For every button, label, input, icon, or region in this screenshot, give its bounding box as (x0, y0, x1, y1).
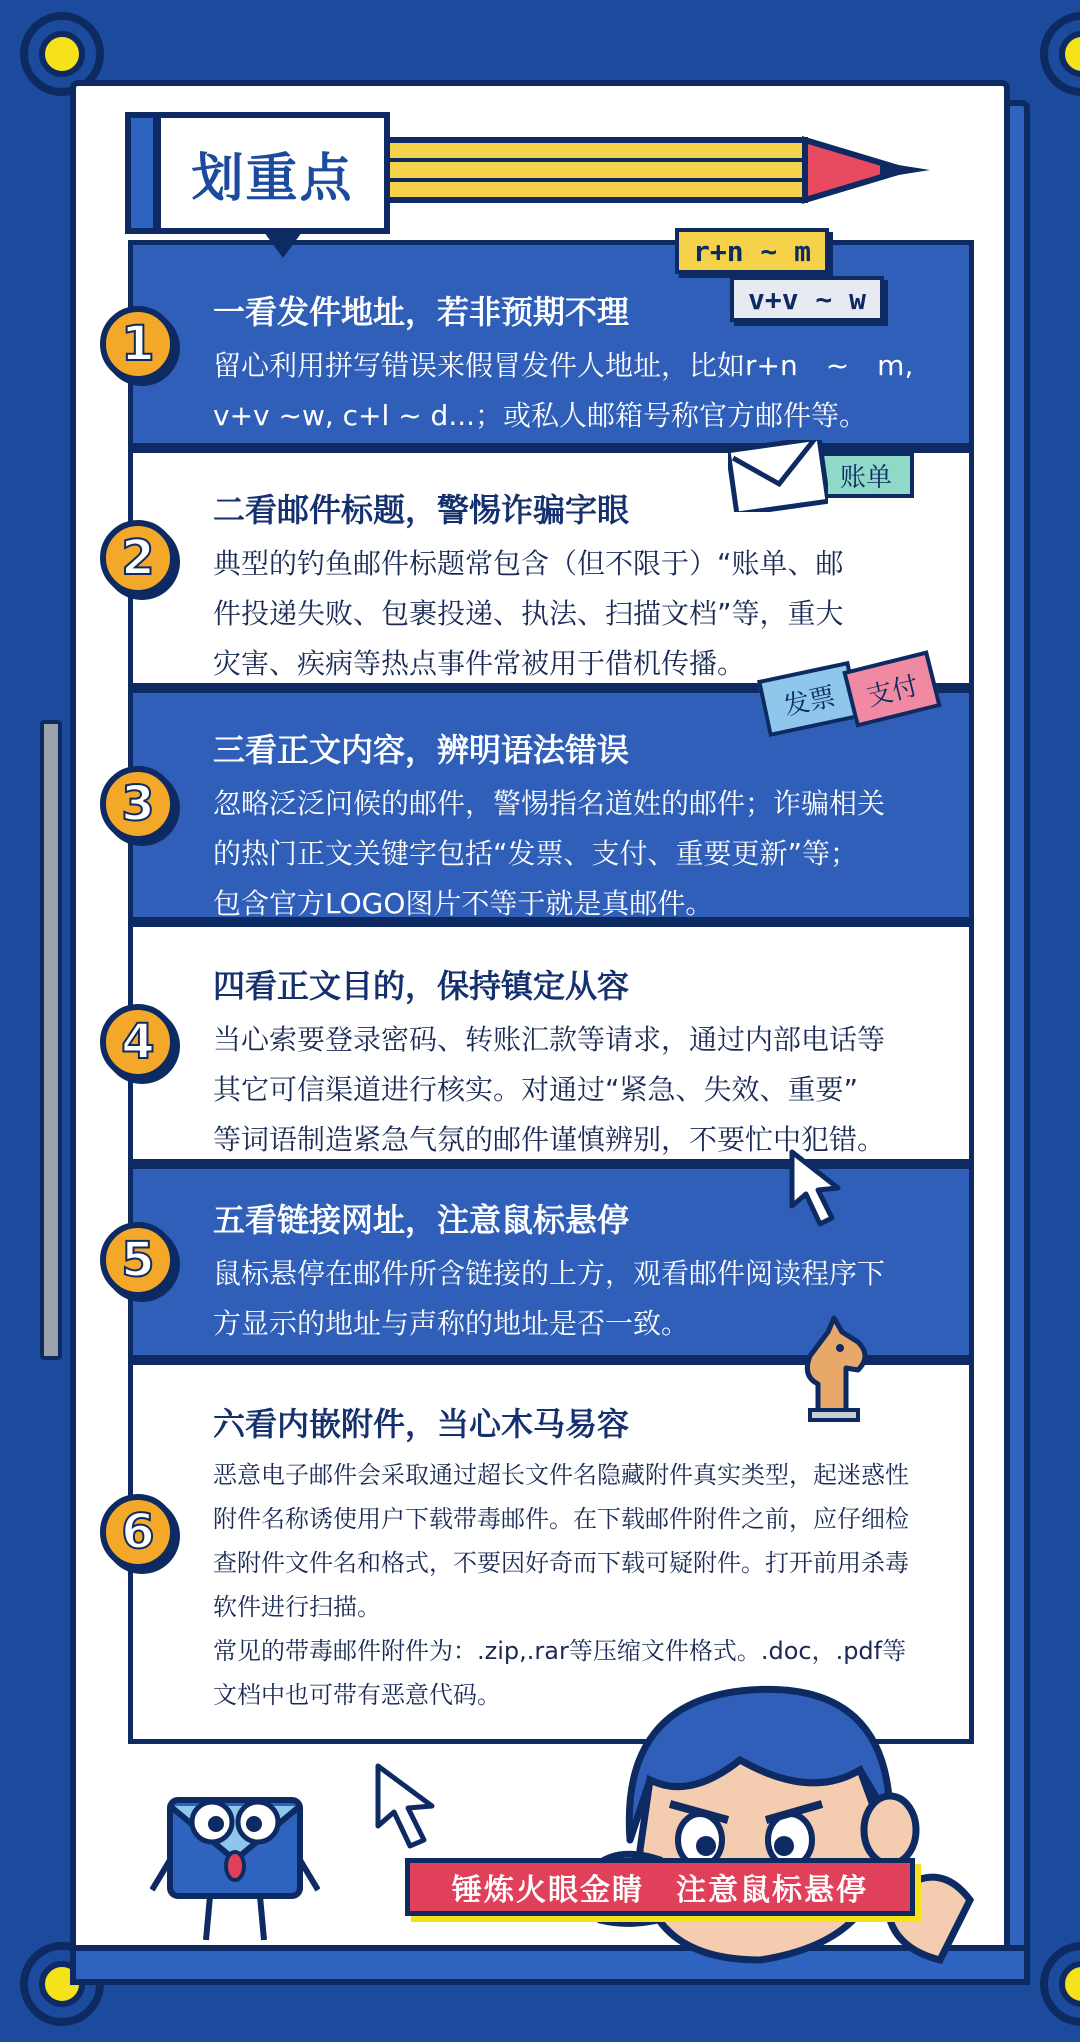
section-2-line-1: 典型的钓鱼邮件标题常包含（但不限于）“账单、邮 (213, 547, 844, 580)
section-4-line-1: 当心索要登录密码、转账汇款等请求，通过内部电话等 (213, 1023, 886, 1056)
trojan-horse-icon (788, 1312, 884, 1424)
section-6-line-1: 恶意电子邮件会采取通过超长文件名隐藏附件真实类型，起迷惑性 (213, 1461, 909, 1489)
section-3-number: 3 (100, 766, 176, 842)
section-6-line-2: 附件名称诱使用户下载带毒邮件。在下载邮件附件之前，应仔细检 (213, 1505, 909, 1533)
title-tag (155, 112, 390, 234)
payment-sticker: 支付 (842, 650, 941, 728)
section-3-line-3: 包含官方LOGO图片不等于就是真邮件。 (213, 887, 714, 920)
section-6-line-6: 文档中也可带有恶意代码。 (213, 1681, 501, 1709)
pencil-icon (385, 132, 945, 212)
bill-sticker: 账单 (818, 452, 914, 498)
formula-tag-rn: r+n ~ m (675, 228, 829, 274)
corner-dot-bottom-right (1040, 1942, 1080, 2026)
mail-character-icon (150, 1770, 320, 1950)
section-4-title: 四看正文目的，保持镇定从容 (213, 967, 630, 1005)
section-2-number: 2 (100, 520, 176, 596)
title-tag-side (125, 112, 159, 234)
section-6-line-3: 查附件文件名和格式，不要因好奇而下载可疑附件。打开前用杀毒 (213, 1549, 909, 1577)
section-2-line-3: 灾害、疾病等热点事件常被用于借机传播。 (213, 647, 746, 680)
side-scroll-bar (40, 720, 62, 1360)
section-5-line-2: 方显示的地址与声称的地址是否一致。 (213, 1307, 690, 1340)
section-5-line-1: 鼠标悬停在邮件所含链接的上方，观看邮件阅读程序下 (213, 1257, 886, 1290)
envelope-icon (728, 440, 828, 512)
section-5-number: 5 (100, 1222, 176, 1298)
section-4 (128, 922, 974, 1164)
section-2-title: 二看邮件标题，警惕诈骗字眼 (213, 491, 630, 529)
cursor-arrow-icon (786, 1146, 866, 1230)
section-3 (128, 688, 974, 922)
slogan-banner: 锤炼火眼金睛 注意鼠标悬停 (405, 1858, 915, 1916)
person-avatar (560, 1660, 990, 1985)
section-1-title: 一看发件地址，若非预期不理 (213, 293, 630, 331)
section-5-title: 五看链接网址，注意鼠标悬停 (213, 1201, 630, 1239)
section-3-line-2: 的热门正文关键字包括“发票、支付、重要更新”等； (213, 837, 859, 870)
corner-dot-top-right (1040, 12, 1080, 96)
section-6-line-4: 软件进行扫描。 (213, 1593, 381, 1621)
page-title: 划重点 (191, 148, 354, 209)
pointer-arrow-icon (372, 1760, 462, 1856)
section-3-line-1: 忽略泛泛问候的邮件，警惕指名道姓的邮件；诈骗相关 (213, 787, 886, 820)
formula-tag-vv: v+v ~ w (730, 276, 884, 322)
section-4-line-3: 等词语制造紧急气氛的邮件谨慎辨别，不要忙中犯错。 (213, 1123, 886, 1156)
section-1-number: 1 (100, 306, 176, 382)
section-3-title: 三看正文内容，辨明语法错误 (213, 731, 630, 769)
section-6-number: 6 (100, 1494, 176, 1570)
section-4-number: 4 (100, 1004, 176, 1080)
section-6-title: 六看内嵌附件，当心木马易容 (213, 1405, 630, 1443)
invoice-sticker: 发票 (757, 661, 861, 737)
section-2-line-2: 件投递失败、包裹投递、执法、扫描文档”等，重大 (213, 597, 844, 630)
section-1-line-1: 留心利用拼写错误来假冒发件人地址，比如r+n ~ m, (213, 349, 914, 382)
section-6-line-5: 常见的带毒邮件附件为：.zip,.rar等压缩文件格式。.doc，.pdf等 (213, 1637, 907, 1665)
section-4-line-2: 其它可信渠道进行核实。对通过“紧急、失效、重要” (213, 1073, 859, 1106)
section-1 (128, 240, 974, 448)
section-1-line-2: v+v ~w, c+l ~ d...；或私人邮箱号称官方邮件等。 (213, 399, 868, 432)
